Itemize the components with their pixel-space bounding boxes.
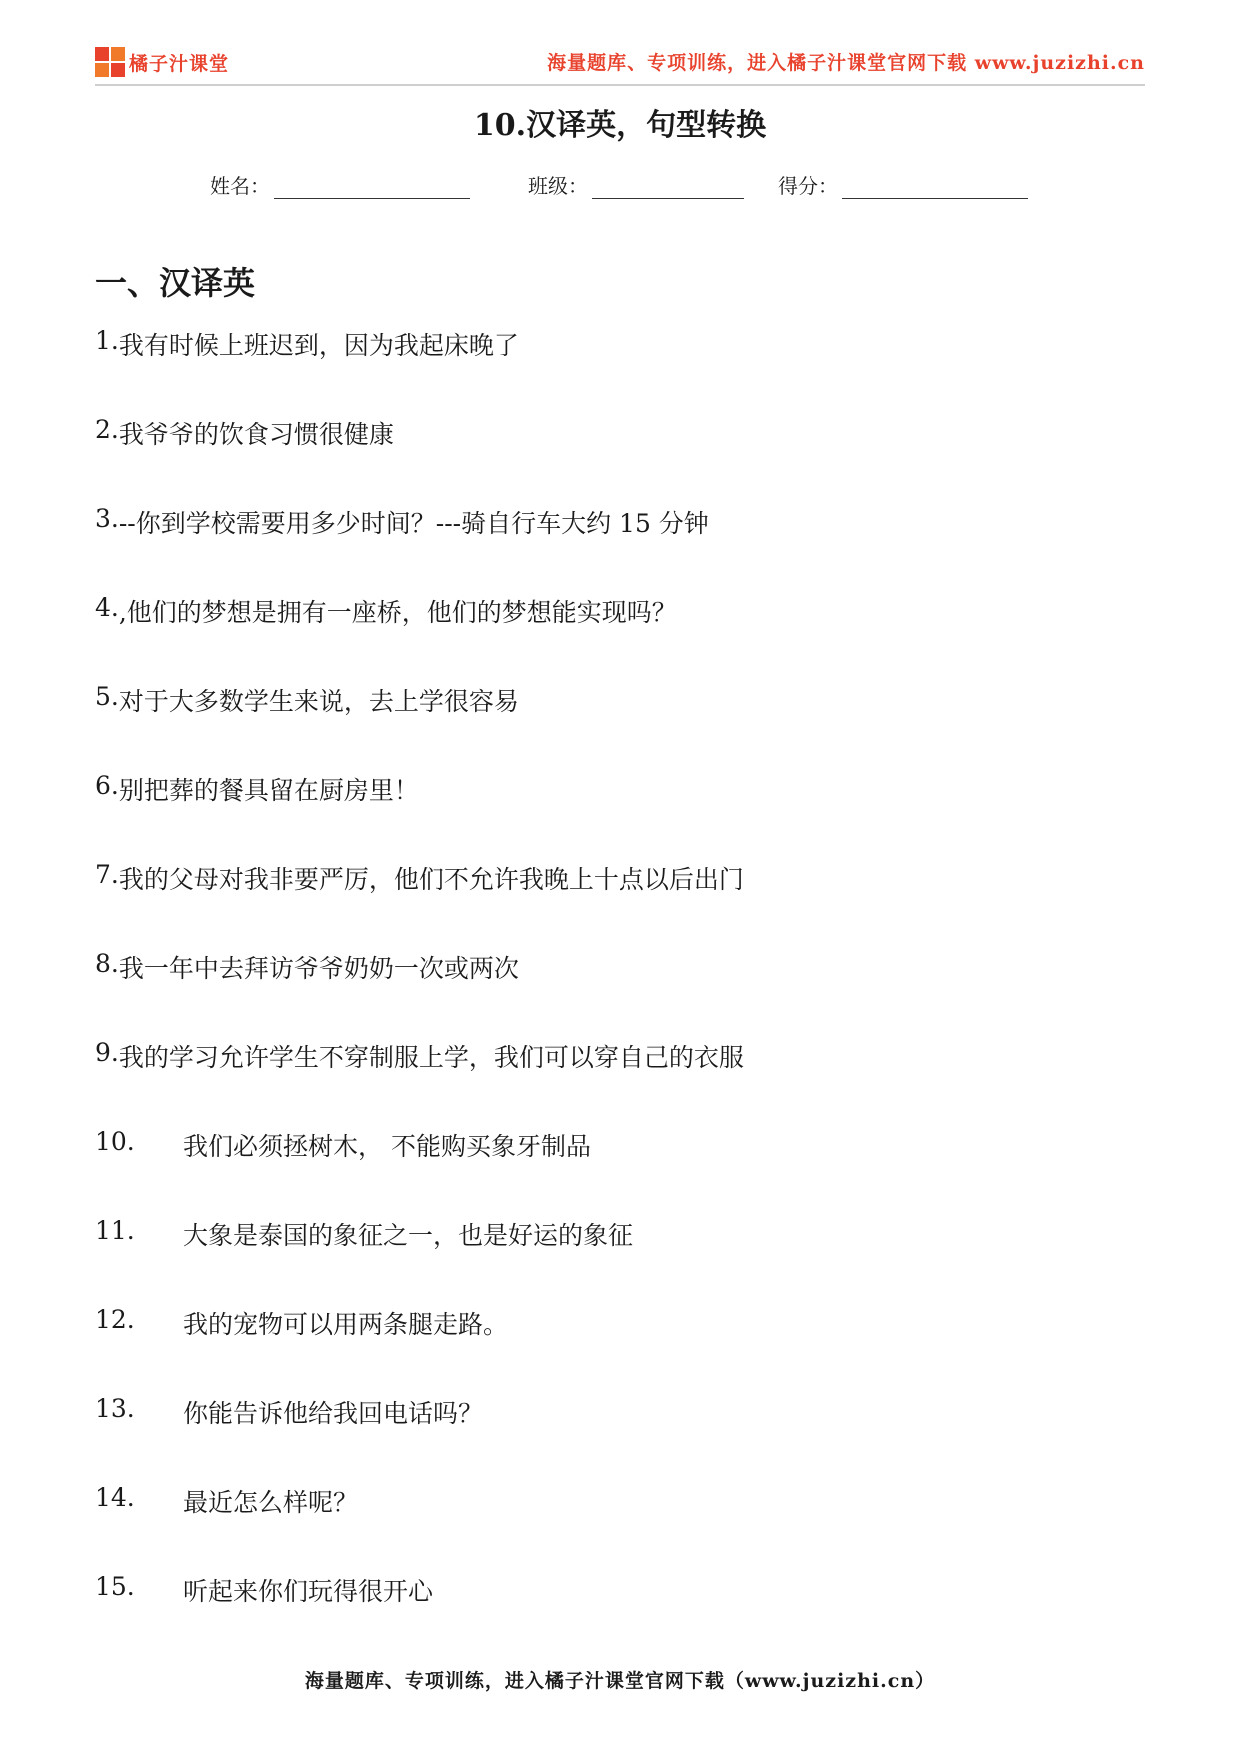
logo-icon: [95, 47, 125, 77]
question-item: [95, 1305, 508, 1341]
question-item: [95, 593, 677, 629]
question-item: [95, 504, 709, 540]
question-number: 2.: [95, 415, 119, 444]
question-item: [95, 771, 419, 807]
page-header: [95, 40, 1145, 86]
question-item: [95, 1483, 358, 1519]
name-field: [210, 170, 470, 199]
question-number: 4.: [95, 593, 119, 622]
question-number: 6.: [95, 771, 119, 800]
question-text: 别把葬的餐具留在厨房里！: [118, 776, 419, 805]
question-number: 14.: [95, 1483, 135, 1512]
score-field: [778, 170, 1028, 199]
question-number: 8.: [95, 949, 119, 978]
question-number: 10.: [95, 1127, 135, 1156]
question-text: 听起来你们玩得很开心: [183, 1577, 434, 1606]
question-text: 我的学习允许学生不穿制服上学，我们可以穿自己的衣服: [118, 1043, 744, 1072]
header-slogan: 海量题库、专项训练，进入橘子汁课堂官网下载 www.juzizhi.cn: [547, 52, 1145, 74]
question-item: [95, 1038, 744, 1074]
question-item: [95, 415, 394, 451]
question-text: 我爷爷的饮食习惯很健康: [118, 420, 394, 449]
name-label: 姓名：: [210, 174, 270, 198]
question-number: 11.: [95, 1216, 135, 1245]
question-text: 对于大多数学生来说，去上学很容易: [118, 687, 519, 716]
page-title: 10.汉译英，句型转换: [473, 108, 767, 143]
question-item: [95, 326, 519, 362]
page-footer: 海量题库、专项训练，进入橘子汁课堂官网下载（www.juzizhi.cn）: [304, 1670, 936, 1692]
brand-logo[interactable]: [95, 46, 229, 78]
class-label: 班级：: [528, 174, 588, 198]
question-number: 9.: [95, 1038, 119, 1067]
class-field: [528, 170, 744, 199]
question-text: 你能告诉他给我回电话吗？: [183, 1399, 484, 1428]
question-number: 3.: [95, 504, 119, 533]
question-text: 我们必须拯树木， 不能购买象牙制品: [183, 1132, 591, 1161]
question-item: [95, 682, 519, 718]
score-blank[interactable]: [842, 176, 1028, 199]
question-item: [95, 1127, 591, 1163]
section-heading: 一、汉译英: [95, 264, 256, 302]
question-text: 最近怎么样呢？: [183, 1488, 359, 1517]
question-number: 13.: [95, 1394, 135, 1423]
question-number: 15.: [95, 1572, 135, 1601]
question-item: [95, 1216, 633, 1252]
question-item: [95, 949, 519, 985]
question-number: 5.: [95, 682, 119, 711]
logo-text: 橘子汁课堂: [129, 52, 230, 75]
question-number: 7.: [95, 860, 119, 889]
question-number: 1.: [95, 326, 119, 355]
question-text: 我的宠物可以用两条腿走路。: [183, 1310, 509, 1339]
question-text: 我有时候上班迟到，因为我起床晚了: [118, 331, 519, 360]
class-blank[interactable]: [592, 176, 744, 199]
score-label: 得分：: [778, 174, 838, 198]
question-item: [95, 860, 744, 896]
question-item: [95, 1394, 483, 1430]
question-text: 我一年中去拜访爷爷奶奶一次或两次: [118, 954, 519, 983]
question-text: 大象是泰国的象征之一，也是好运的象征: [183, 1221, 634, 1250]
question-text: ,他们的梦想是拥有一座桥，他们的梦想能实现吗？: [118, 598, 677, 627]
name-blank[interactable]: [274, 176, 470, 199]
question-number: 12.: [95, 1305, 135, 1334]
question-text: 我的父母对我非要严厉，他们不允许我晚上十点以后出门: [118, 865, 744, 894]
question-text: --你到学校需要用多少时间？---骑自行车大约 15 分钟: [118, 509, 709, 538]
question-item: [95, 1572, 433, 1608]
